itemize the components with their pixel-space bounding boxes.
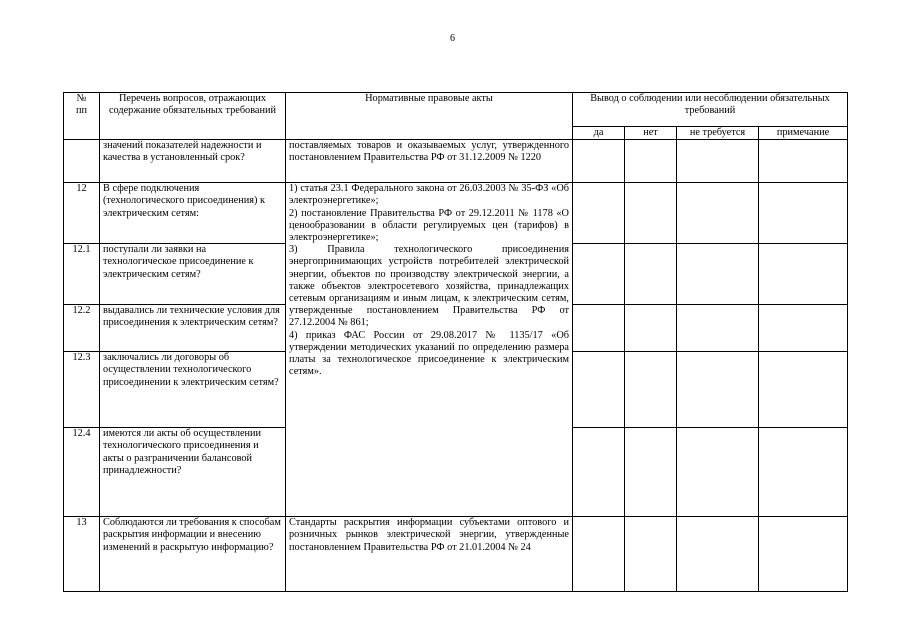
- header-row-1: [64, 93, 848, 127]
- cell-no: [625, 140, 677, 183]
- cell-no: [625, 305, 677, 352]
- requirements-table: [63, 92, 848, 592]
- row-num: 12.4: [64, 428, 100, 517]
- cell-not-required: [677, 352, 759, 428]
- row-question: выдавались ли технические условия для присоединения к электрическим сетям?: [100, 305, 286, 352]
- act-item-4: 4) приказ ФАС России от 29.08.2017 № 1135/17 «Об утверждении методических указаний по определению размера платы за технологическое присоединение к электрическим сетям».: [289, 329, 569, 378]
- act-item-3: 3) Правила технологического присоединения энергопринимающих устройств потребителей электрической энергии, объектов по производству электрической энергии, а также объектов электросетевого хозяйства, принадлежащих сетевым организациям и иным лицам, к электрическим сетям, утвержденные постановлением Правительства РФ от 27.12.2004 № 861;: [289, 244, 569, 329]
- cell-not-required: [677, 140, 759, 183]
- cell-no: [625, 428, 677, 517]
- row-question: Соблюдаются ли требования к способам раскрытия информации и внесению изменений в раскрытую информацию?: [100, 517, 286, 592]
- act-item-1: 1) статья 23.1 Федерального закона от 26.03.2003 № 35-ФЗ «Об электроэнергетике»;: [289, 183, 569, 207]
- header-conclusion: Вывод о соблюдении или несоблюдении обязательных требований: [573, 93, 848, 127]
- cell-not-required: [677, 428, 759, 517]
- header-num-line2: пп: [75, 105, 88, 117]
- cell-yes: [573, 183, 625, 244]
- header-not-required: не требуется: [677, 127, 759, 140]
- header-questions: Перечень вопросов, отражающих содержание обязательных требований: [100, 93, 286, 140]
- row-question: В сфере подключения (технологического присоединения) к электрическим сетям:: [100, 183, 286, 244]
- acts-group-12: [286, 183, 573, 517]
- cell-no: [625, 352, 677, 428]
- cell-no: [625, 244, 677, 305]
- table-row-13: [64, 517, 848, 592]
- cell-note: [759, 183, 848, 244]
- act-item-2: 2) постановление Правительства РФ от 29.12.2011 № 1178 «О ценообразовании в области регулируемых цен (тарифов) в электроэнергетике»;: [289, 207, 569, 244]
- cell-not-required: [677, 244, 759, 305]
- cell-no: [625, 183, 677, 244]
- row-num: [64, 140, 100, 183]
- cell-note: [759, 352, 848, 428]
- header-yes: да: [573, 127, 625, 140]
- cell-yes: [573, 305, 625, 352]
- table-row-12: [64, 183, 848, 244]
- row-question: имеются ли акты об осуществлении технологического присоединения и акты о разграничении балансовой принадлежности?: [100, 428, 286, 517]
- header-num: [64, 93, 100, 140]
- cell-yes: [573, 244, 625, 305]
- cell-no: [625, 517, 677, 592]
- page-number: 6: [450, 33, 455, 44]
- table-row-continued: [64, 140, 848, 183]
- row-num: 12.2: [64, 305, 100, 352]
- header-note: примечание: [759, 127, 848, 140]
- cell-not-required: [677, 183, 759, 244]
- row-question: значений показателей надежности и качества в установленный срок?: [100, 140, 286, 183]
- cell-note: [759, 140, 848, 183]
- cell-note: [759, 428, 848, 517]
- row-num: 13: [64, 517, 100, 592]
- cell-yes: [573, 428, 625, 517]
- cell-note: [759, 244, 848, 305]
- cell-not-required: [677, 305, 759, 352]
- cell-not-required: [677, 517, 759, 592]
- cell-yes: [573, 140, 625, 183]
- cell-note: [759, 517, 848, 592]
- row-question: поступали ли заявки на технологическое присоединение к электрическим сетям?: [100, 244, 286, 305]
- cell-yes: [573, 352, 625, 428]
- header-num-line1: №: [76, 93, 87, 104]
- row-acts: поставляемых товаров и оказываемых услуг, утвержденного постановлением Правительства РФ от 31.12.2009 № 1220: [286, 140, 573, 183]
- row-question: заключались ли договоры об осуществлении технологического присоединении к электрическим сетям?: [100, 352, 286, 428]
- row-acts: Стандарты раскрытия информации субъектами оптового и розничных рынков электрической энергии, утвержденные постановлением Правительства РФ от 21.01.2004 № 24: [286, 517, 573, 592]
- cell-note: [759, 305, 848, 352]
- header-acts: Нормативные правовые акты: [286, 93, 573, 140]
- row-num: 12: [64, 183, 100, 244]
- header-no: нет: [625, 127, 677, 140]
- row-num: 12.1: [64, 244, 100, 305]
- cell-yes: [573, 517, 625, 592]
- row-num: 12.3: [64, 352, 100, 428]
